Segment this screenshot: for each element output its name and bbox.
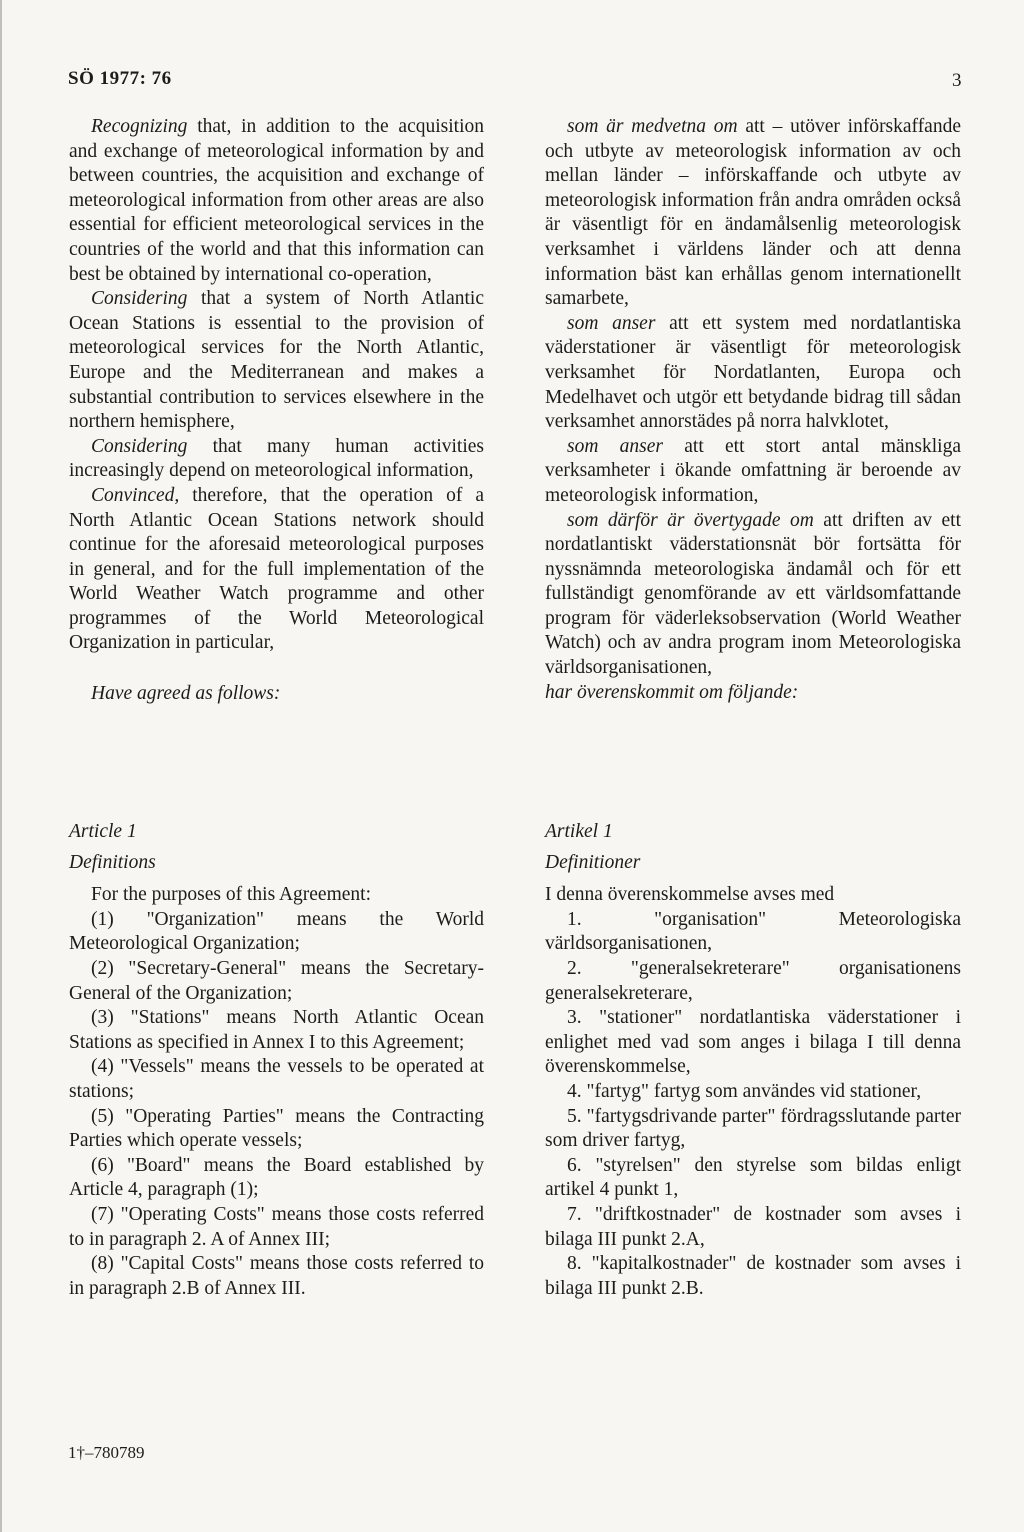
definition-item: 3. "stationer" nordatlantiska väderstationer i enlighet med vad som anges i bilaga I till denna överenskommelse,: [545, 1007, 961, 1078]
preamble-paragraph: Considering that many human activities increasingly depend on meteorological information,: [69, 435, 484, 482]
preamble-paragraph: som är medvetna om att – utöver införskaffande och utbyte av meteorologisk information av och mellan länder – införskaffande och utbyte av meteorologisk information från andra områden också är väsentligt för en ändamålsenlig meteorologisk verksamhet i världens länder och att denna information bäst kan erhållas genom internationellt samarbete,: [545, 116, 961, 310]
agreement-clause: har överenskommit om följande:: [545, 681, 799, 703]
article-subtitle: Definitioner: [545, 851, 641, 873]
definition-item: 5. "fartygsdrivande parter" fördragsslutande parter som driver fartyg,: [545, 1105, 961, 1152]
definition-item: (5) "Operating Parties" means the Contracting Parties which operate vessels;: [69, 1105, 484, 1152]
definition-item: (7) "Operating Costs" means those costs referred to in paragraph 2. A of Annex III;: [69, 1203, 484, 1250]
preamble-paragraph: Convinced, therefore, that the operation of a North Atlantic Ocean Stations network should continue for the aforesaid meteorological purposes in general, and for the full implementation of the World Weather Watch programme and other programmes of the World Meteorological Organization in particular,: [69, 484, 484, 654]
definition-item: (4) "Vessels" means the vessels to be operated at stations;: [69, 1056, 484, 1102]
preamble-paragraph: som anser att ett stort antal mänskliga verksamheter i ökande omfattning är beroende av meteorologisk information,: [545, 435, 961, 506]
definition-item: 1. "organisation" Meteorologiska världsorganisationen,: [545, 908, 961, 955]
definitions-intro: For the purposes of this Agreement:: [91, 884, 371, 906]
definition-item: 4. "fartyg" fartyg som användes vid stationer,: [567, 1080, 922, 1102]
preamble-paragraph: som anser att ett system med nordatlantiska väderstationer är väsentligt för meteorologisk verksamhet för Nordatlanten, Europa och Medelhavet och utgör ett betydande bidrag till sådan verksamhet annorstädes på norra halvklotet,: [545, 312, 961, 433]
definition-item: 8. "kapitalkostnader" de kostnader som avses i bilaga III punkt 2.B.: [545, 1253, 961, 1299]
preamble-paragraph: som därför är övertygade om att driften av ett nordatlantiskt väderstationsnät bör fortsätta för nyssnämnda meteorologiska ändamål och för ett fullständigt genomförande av ett världsomfattande program för väderleksobservation (World Weather Watch) och av andra program inom Meteorologiska världsorganisationen,: [545, 509, 961, 679]
article-section: [545, 820, 961, 1301]
definition-item: (3) "Stations" means North Atlantic Ocean Stations as specified in Annex I to this Agreement;: [69, 1007, 484, 1053]
article-title: Article 1: [69, 821, 137, 842]
print-code: 1†–780789: [68, 1443, 145, 1462]
definition-item: (1) "Organization" means the World Meteorological Organization;: [69, 908, 484, 955]
definition-item: (6) "Board" means the Board established by Article 4, paragraph (1);: [69, 1154, 484, 1201]
page-number: 3: [952, 70, 962, 91]
preamble-paragraph: Recognizing that, in addition to the acquisition and exchange of meteorological information by and between countries, the acquisition and exchange of meteorological information from other areas are also essential for efficient meteorological services in the countries of the world and that this information can best be obtained by international co-operation,: [69, 116, 484, 285]
definition-item: 6. "styrelsen" den styrelse som bildas enligt artikel 4 punkt 1,: [545, 1154, 961, 1201]
preamble-paragraph: Considering that a system of North Atlantic Ocean Stations is essential to the provision of meteorological services for the North Atlantic, Europe and the Mediterranean and makes a substantial contribution to services elsewhere in the northern hemisphere,: [69, 288, 484, 433]
document-reference: SÖ 1977: 76: [68, 68, 172, 89]
swedish-column: [545, 115, 961, 1299]
article-subtitle: Definitions: [69, 851, 156, 873]
definition-item: (8) "Capital Costs" means those costs referred to in paragraph 2.B of Annex III.: [69, 1253, 484, 1299]
article-title: Artikel 1: [545, 821, 613, 842]
agreement-clause: Have agreed as follows:: [91, 683, 281, 705]
definition-item: (2) "Secretary-General" means the Secretary-General of the Organization;: [69, 957, 484, 1004]
definitions-intro: I denna överenskommelse avses med: [545, 884, 835, 906]
definition-item: 2. "generalsekreterare" organisationens generalsekreterare,: [545, 957, 961, 1004]
article-section: [69, 820, 484, 1301]
english-column: [69, 115, 484, 1299]
definition-item: 7. "driftkostnader" de kostnader som avses i bilaga III punkt 2.A,: [545, 1203, 961, 1250]
